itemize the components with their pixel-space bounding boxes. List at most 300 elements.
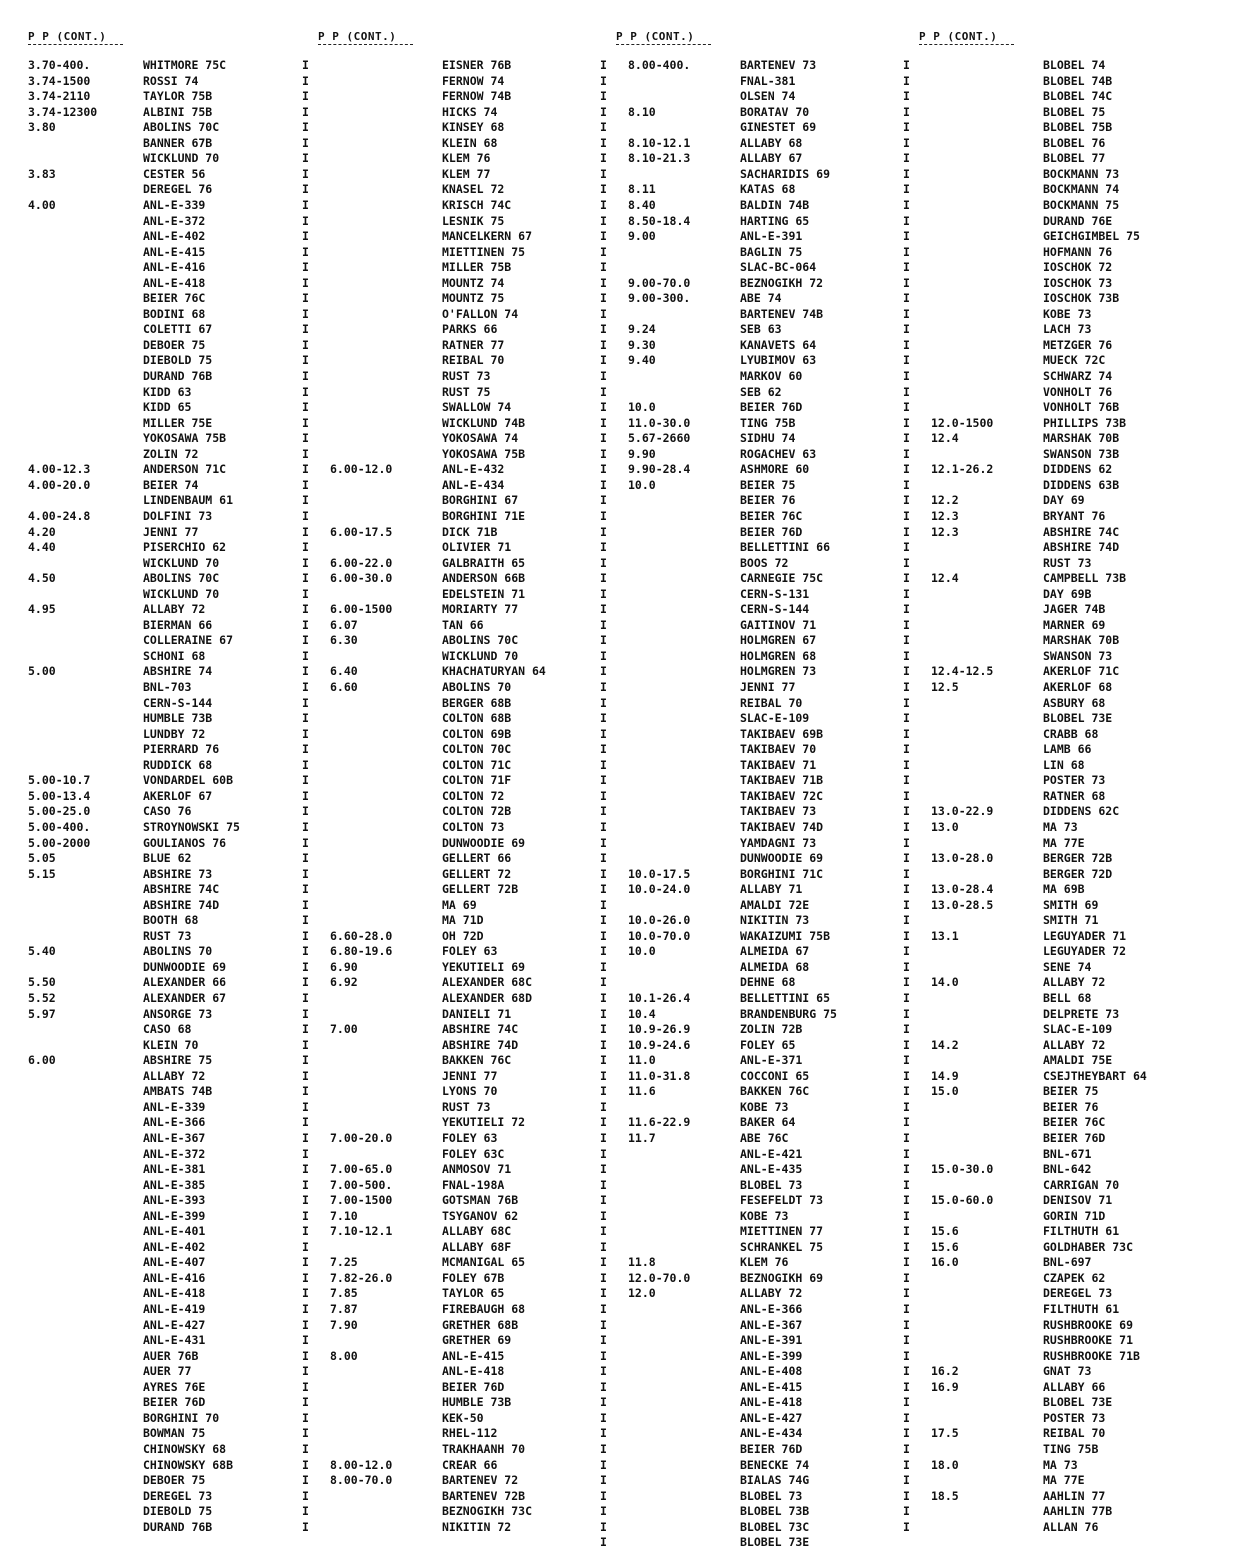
reference-name: BORGHINI 71C (740, 866, 824, 881)
column-separator: I (600, 742, 607, 757)
table-row (302, 820, 602, 835)
reference-name: HARTING 65 (740, 213, 810, 228)
table-row (302, 182, 602, 197)
momentum-value: 10.9-26.9 (628, 1022, 691, 1037)
column-separator: I (600, 959, 607, 974)
reference-name: MOUNTZ 75 (442, 291, 505, 306)
table-row (28, 291, 328, 306)
column-separator: I (302, 1426, 309, 1441)
momentum-value: 6.40 (330, 664, 358, 679)
column-separator: I (903, 322, 910, 337)
reference-name: REIBAL 70 (1043, 1426, 1106, 1441)
table-row (903, 105, 1203, 120)
column-separator: I (600, 120, 607, 135)
table-row (28, 1349, 328, 1364)
column-separator: I (903, 757, 910, 772)
table-row (302, 836, 602, 851)
column-separator: I (600, 135, 607, 150)
table-row (903, 1193, 1203, 1208)
table-row (302, 416, 602, 431)
column-separator: I (903, 1099, 910, 1114)
reference-name: ANL-E-399 (143, 1208, 206, 1223)
column-separator: I (302, 1441, 309, 1456)
column-separator: I (302, 1053, 309, 1068)
column-separator: I (600, 913, 607, 928)
table-row (28, 587, 328, 602)
reference-name: DANIELI 71 (442, 1006, 512, 1021)
table-row (903, 602, 1203, 617)
table-row (302, 120, 602, 135)
table-row (903, 711, 1203, 726)
table-row (903, 1473, 1203, 1488)
reference-name: TAYLOR 75B (143, 89, 213, 104)
reference-name: RUSHBROOKE 71B (1043, 1348, 1140, 1363)
reference-name: LIN 68 (1043, 757, 1085, 772)
table-row (302, 1084, 602, 1099)
reference-name: AAHLIN 77 (1043, 1488, 1106, 1503)
reference-name: ANL-E-367 (740, 1317, 803, 1332)
reference-name: MA 69B (1043, 882, 1085, 897)
column-separator: I (302, 1302, 309, 1316)
table-row (903, 836, 1203, 851)
table-row (903, 664, 1203, 679)
reference-name: BEIER 76C (143, 291, 206, 306)
momentum-value: 5.15 (28, 866, 56, 881)
column-separator: I (302, 1208, 309, 1223)
table-row (302, 742, 602, 757)
reference-name: ANL-E-393 (143, 1193, 206, 1208)
column-separator: I (903, 244, 910, 259)
column-separator: I (600, 602, 607, 617)
table-row (302, 214, 602, 229)
column-separator: I (302, 1099, 309, 1114)
column-separator: I (302, 1286, 309, 1301)
reference-name: ALEXANDER 67 (143, 991, 227, 1005)
column-separator: I (600, 104, 607, 119)
table-row (903, 1504, 1203, 1519)
table-row (302, 291, 602, 306)
column-separator: I (903, 571, 910, 586)
column-separator: I (600, 229, 607, 244)
reference-name: ABE 74 (740, 291, 782, 306)
reference-name: VONHOLT 76B (1043, 400, 1120, 415)
table-row (28, 975, 328, 990)
reference-name: DIDDENS 63B (1043, 477, 1120, 492)
table-row (302, 851, 602, 866)
column-separator: I (903, 1162, 910, 1177)
table-row (600, 975, 900, 990)
column-separator: I (903, 400, 910, 415)
column-separator: I (600, 1193, 607, 1208)
reference-name: ANL-E-371 (740, 1053, 803, 1068)
column-separator: I (302, 1488, 309, 1503)
table-row (600, 369, 900, 384)
momentum-value: 6.00-1500 (330, 602, 393, 617)
column-separator: I (600, 275, 607, 290)
reference-name: ANL-E-421 (740, 1146, 803, 1161)
column-separator: I (302, 89, 309, 104)
reference-name: ALLABY 72 (1043, 1037, 1106, 1052)
column-separator: I (600, 757, 607, 772)
table-row (28, 1426, 328, 1441)
table-row (600, 151, 900, 166)
column-separator: I (600, 571, 607, 586)
table-row (28, 556, 328, 571)
reference-name: ASHMORE 60 (740, 462, 810, 477)
table-row (903, 1364, 1203, 1379)
table-row (903, 1022, 1203, 1037)
table-row (903, 58, 1203, 73)
table-row (600, 307, 900, 322)
momentum-value: 5.00-25.0 (28, 804, 91, 819)
column-separator: I (600, 555, 607, 570)
momentum-value: 8.00-400. (628, 58, 691, 72)
momentum-value: 6.00 (28, 1053, 56, 1068)
reference-name: RUSHBROOKE 69 (1043, 1317, 1134, 1332)
table-row (600, 1162, 900, 1177)
reference-name: ABOLINS 70 (442, 680, 512, 694)
reference-name: BLOBEL 73E (1043, 1395, 1113, 1410)
table-row (600, 229, 900, 244)
momentum-value: 18.5 (931, 1488, 959, 1503)
table-row (600, 1286, 900, 1301)
momentum-value: 7.10 (330, 1208, 358, 1223)
table-row (903, 1007, 1203, 1022)
reference-name: ABSHIRE 73 (143, 866, 213, 881)
column-separator: I (302, 1177, 309, 1192)
momentum-value: 6.00-12.0 (330, 462, 393, 477)
table-row (302, 633, 602, 648)
reference-name: BLOBEL 74 (1043, 58, 1106, 72)
reference-name: NIKITIN 73 (740, 913, 810, 928)
table-row (28, 105, 328, 120)
reference-name: ALMEIDA 67 (740, 944, 810, 959)
table-row (28, 478, 328, 493)
reference-name: AUER 76B (143, 1348, 199, 1363)
table-row (903, 260, 1203, 275)
table-row (302, 353, 602, 368)
column-separator: I (302, 695, 309, 710)
momentum-value: 7.00 (330, 1022, 358, 1037)
column-separator: I (302, 819, 309, 834)
reference-name: STROYNOWSKI 75 (143, 819, 240, 834)
reference-name: BLOBEL 73E (1043, 711, 1113, 726)
reference-name: SMITH 69 (1043, 897, 1099, 912)
momentum-value: 7.00-500. (330, 1177, 393, 1192)
column-separator: I (302, 337, 309, 352)
table-row (302, 1286, 602, 1301)
table-row (903, 882, 1203, 897)
header-rule (919, 44, 1014, 45)
reference-name: VONHOLT 76 (1043, 384, 1113, 399)
table-row (302, 1504, 602, 1519)
table-row (28, 307, 328, 322)
column-separator: I (903, 182, 910, 197)
column-separator: I (302, 975, 309, 990)
table-row (600, 960, 900, 975)
reference-name: ALLABY 68C (442, 1224, 512, 1239)
column-separator: I (600, 1426, 607, 1441)
column-separator: I (600, 586, 607, 601)
table-row (600, 509, 900, 524)
reference-name: AMBATS 74B (143, 1084, 213, 1099)
reference-name: DURAND 76E (1043, 213, 1113, 228)
table-row (600, 400, 900, 415)
table-row (600, 478, 900, 493)
reference-name: EDELSTEIN 71 (442, 586, 526, 601)
table-row (302, 773, 602, 788)
reference-name: DELPRETE 73 (1043, 1006, 1120, 1021)
table-row (600, 1333, 900, 1348)
reference-name: CZAPEK 62 (1043, 1270, 1106, 1285)
table-row (903, 1318, 1203, 1333)
table-row (600, 556, 900, 571)
reference-name: KIDD 63 (143, 384, 192, 399)
momentum-value: 14.2 (931, 1037, 959, 1052)
reference-name: FILTHUTH 61 (1043, 1224, 1120, 1239)
reference-name: BEIER 75 (1043, 1084, 1099, 1099)
momentum-value: 3.74-2110 (28, 89, 91, 104)
reference-name: KNASEL 72 (442, 182, 505, 197)
table-row (600, 74, 900, 89)
reference-name: MA 69 (442, 897, 477, 912)
table-row (600, 1395, 900, 1410)
reference-name: SWANSON 73B (1043, 446, 1120, 461)
momentum-value: 11.8 (628, 1255, 656, 1270)
reference-name: ANL-E-415 (442, 1348, 505, 1363)
table-row (903, 400, 1203, 415)
table-row (903, 1395, 1203, 1410)
reference-name: BELL 68 (1043, 991, 1092, 1005)
table-row (903, 431, 1203, 446)
column-separator: I (903, 524, 910, 539)
column-separator: I (903, 913, 910, 928)
table-row (600, 245, 900, 260)
column-separator: I (903, 166, 910, 181)
reference-name: ALMEIDA 68 (740, 959, 810, 974)
column-separator: I (302, 1410, 309, 1425)
momentum-value: 16.2 (931, 1364, 959, 1379)
table-row (903, 525, 1203, 540)
table-row (28, 1193, 328, 1208)
table-row (903, 944, 1203, 959)
column-separator: I (302, 1084, 309, 1099)
reference-name: COLTON 73 (442, 819, 505, 834)
reference-name: MA 77E (1043, 1473, 1085, 1488)
reference-name: KLEM 77 (442, 166, 491, 181)
reference-name: BORGHINI 71E (442, 508, 526, 523)
table-row (302, 944, 602, 959)
column-separator: I (600, 1317, 607, 1332)
column-separator: I (302, 851, 309, 866)
table-row (600, 944, 900, 959)
table-row (28, 525, 328, 540)
table-row (600, 540, 900, 555)
reference-name: ALEXANDER 68D (442, 991, 533, 1005)
table-row (600, 758, 900, 773)
table-row (28, 680, 328, 695)
reference-name: AKERLOF 67 (143, 788, 213, 803)
table-row (600, 276, 900, 291)
column-separator: I (600, 415, 607, 430)
table-row (903, 1349, 1203, 1364)
column-separator: I (302, 602, 309, 617)
column-separator: I (302, 540, 309, 555)
reference-name: ALEXANDER 68C (442, 975, 533, 990)
column-separator: I (600, 1099, 607, 1114)
table-row (28, 353, 328, 368)
table-row (28, 322, 328, 337)
reference-name: PHILLIPS 73B (1043, 415, 1127, 430)
reference-name: ROGACHEV 63 (740, 446, 817, 461)
reference-name: COLTON 72 (442, 788, 505, 803)
reference-name: ABOLINS 70C (143, 571, 220, 586)
column-separator: I (903, 197, 910, 212)
column-separator: I (600, 835, 607, 850)
reference-name: BEIER 74 (143, 477, 199, 492)
table-row (600, 167, 900, 182)
momentum-value: 10.0 (628, 944, 656, 959)
reference-name: BLOBEL 73C (740, 1519, 810, 1534)
momentum-value: 7.00-20.0 (330, 1130, 393, 1145)
reference-name: SMITH 71 (1043, 913, 1099, 928)
table-row (600, 1178, 900, 1193)
table-row (28, 89, 328, 104)
reference-name: TAKIBAEV 69B (740, 726, 824, 741)
column-separator: I (600, 1162, 607, 1177)
reference-name: FIREBAUGH 68 (442, 1302, 526, 1316)
table-row (28, 276, 328, 291)
column-separator: I (302, 882, 309, 897)
reference-name: DIEBOLD 75 (143, 353, 213, 368)
column-separator: I (903, 337, 910, 352)
momentum-value: 8.10-12.1 (628, 135, 691, 150)
column-separator: I (302, 135, 309, 150)
reference-name: BARTENEV 73 (740, 58, 817, 72)
reference-name: ANL-E-416 (143, 260, 206, 275)
reference-name: BNL-697 (1043, 1255, 1092, 1270)
table-row (600, 696, 900, 711)
reference-name: RUST 73 (143, 928, 192, 943)
column-separator: I (903, 1115, 910, 1130)
table-row (28, 1209, 328, 1224)
reference-name: CSEJTHEYBART 64 (1043, 1068, 1147, 1083)
column-separator: I (302, 897, 309, 912)
table-row (28, 1318, 328, 1333)
table-row (28, 462, 328, 477)
table-row (28, 649, 328, 664)
momentum-value: 8.00-70.0 (330, 1473, 393, 1488)
momentum-value: 9.00 (628, 229, 656, 244)
momentum-value: 3.74-12300 (28, 104, 98, 119)
momentum-value: 10.0-24.0 (628, 882, 691, 897)
momentum-value: 12.2 (931, 493, 959, 508)
reference-name: BEZNOGIKH 73C (442, 1504, 533, 1519)
momentum-value: 15.6 (931, 1239, 959, 1254)
column-separator: I (302, 1115, 309, 1130)
table-row (28, 1504, 328, 1519)
reference-name: ALLABY 68F (442, 1239, 512, 1254)
momentum-value: 12.0 (628, 1286, 656, 1301)
table-row (28, 260, 328, 275)
table-row (903, 493, 1203, 508)
momentum-value: 11.0 (628, 1053, 656, 1068)
reference-name: JAGER 74B (1043, 602, 1106, 617)
reference-name: KLEIN 68 (442, 135, 498, 150)
momentum-value: 13.1 (931, 928, 959, 943)
column-separator: I (903, 1441, 910, 1456)
reference-name: ANL-E-401 (143, 1224, 206, 1239)
table-row (302, 1131, 602, 1146)
table-row (302, 1473, 602, 1488)
reference-name: CERN-S-144 (740, 602, 810, 617)
reference-name: IOSCHOK 73B (1043, 291, 1120, 306)
table-row (903, 276, 1203, 291)
momentum-value: 5.67-2660 (628, 431, 691, 446)
column-separator: I (600, 773, 607, 788)
table-row (28, 369, 328, 384)
table-row (903, 649, 1203, 664)
reference-name: ALLABY 66 (1043, 1379, 1106, 1394)
table-row (302, 1426, 602, 1441)
table-row (600, 89, 900, 104)
column-separator: I (600, 617, 607, 632)
reference-name: SEB 63 (740, 322, 782, 337)
table-row (302, 540, 602, 555)
reference-name: ALLABY 72 (1043, 975, 1106, 990)
reference-name: KIDD 65 (143, 400, 192, 415)
reference-name: ANL-E-435 (740, 1162, 803, 1177)
reference-name: AMALDI 75E (1043, 1053, 1113, 1068)
reference-name: WICKLUND 70 (442, 648, 519, 663)
momentum-value: 6.92 (330, 975, 358, 990)
reference-name: KLEM 76 (740, 1255, 789, 1270)
table-row (903, 229, 1203, 244)
reference-name: BLOBEL 76 (1043, 135, 1106, 150)
column-separator: I (903, 1504, 910, 1519)
column-separator: I (302, 462, 309, 477)
table-row (600, 1520, 900, 1535)
reference-name: ANL-E-408 (740, 1364, 803, 1379)
table-row (28, 493, 328, 508)
reference-name: CRABB 68 (1043, 726, 1099, 741)
column-separator: I (600, 680, 607, 694)
table-row (903, 1115, 1203, 1130)
table-row (600, 1535, 900, 1550)
reference-name: SLAC-E-109 (1043, 1022, 1113, 1037)
reference-name: BAKKEN 76C (740, 1084, 810, 1099)
reference-name: BAGLIN 75 (740, 244, 803, 259)
table-row (600, 991, 900, 1006)
momentum-value: 10.0-17.5 (628, 866, 691, 881)
reference-name: ZOLIN 72B (740, 1022, 803, 1037)
column-separator: I (600, 633, 607, 648)
table-row (302, 1442, 602, 1457)
momentum-value: 3.74-1500 (28, 73, 91, 88)
table-row (28, 851, 328, 866)
table-row (600, 322, 900, 337)
table-row (28, 836, 328, 851)
column-separator: I (903, 104, 910, 119)
reference-name: FERNOW 74B (442, 89, 512, 104)
column-separator: I (903, 1488, 910, 1503)
column-separator: I (302, 151, 309, 166)
column-separator: I (903, 897, 910, 912)
table-row (302, 913, 602, 928)
column-separator: I (600, 369, 607, 383)
table-row (600, 1069, 900, 1084)
column-separator: I (302, 991, 309, 1005)
